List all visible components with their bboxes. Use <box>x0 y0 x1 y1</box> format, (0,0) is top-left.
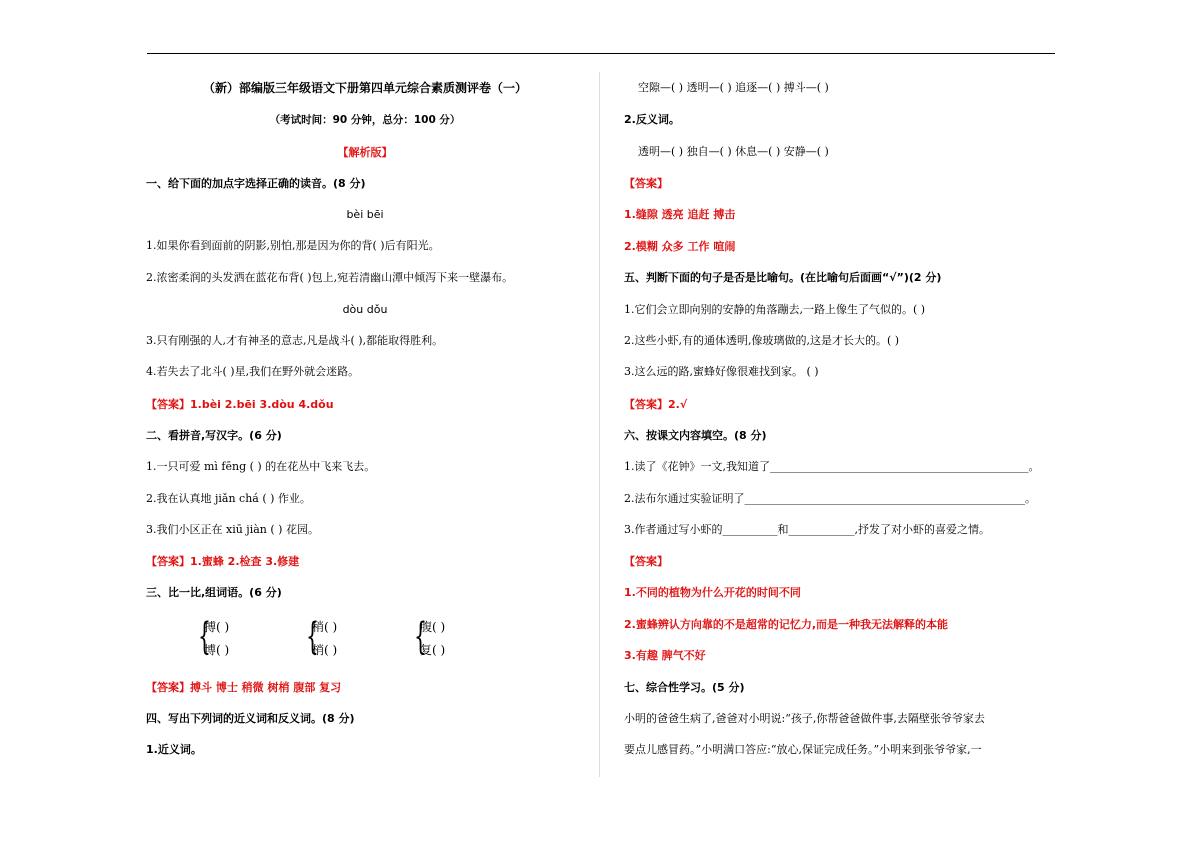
section-1-question-1: 1.如果你看到面前的阴影,别怕,那是因为你的背( )后有阳光。 <box>146 239 440 252</box>
section-5-question-3: 3.这么远的路,蜜蜂好像很难找到家。 ( ) <box>624 365 819 378</box>
section-3-heading: 三、比一比,组词语。(6 分) <box>146 586 282 599</box>
compare-pair <box>254 615 362 659</box>
section-6-question-1: 1.读了《花钟》一文,我知道了_______________________________________________。 <box>624 460 1040 473</box>
section-1-heading: 一、给下面的加点字选择正确的读音。(8 分) <box>146 177 366 190</box>
section-1-question-4: 4.若失去了北斗( )星,我们在野外就会迷路。 <box>146 365 360 378</box>
page-top-rule <box>147 53 1055 54</box>
section-2-heading: 二、看拼音,写汉字。(6 分) <box>146 429 282 442</box>
section-4-answer-2: 2.模糊 众多 工作 喧闹 <box>624 240 736 253</box>
section-2-question-2: 2.我在认真地 jiǎn chá ( ) 作业。 <box>146 492 311 505</box>
section-4-sub-1: 1.近义词。 <box>146 743 202 756</box>
section-2-question-1: 1.一只可爱 mì fēng ( ) 的在花丛中飞来飞去。 <box>146 460 376 473</box>
section-2-answer: 【答案】1.蜜蜂 2.检查 3.修建 <box>146 555 300 568</box>
pair-top-word: 腹( ) <box>420 620 446 634</box>
section-5-question-1: 1.它们会立即向别的安静的角落蹦去,一路上像生了气似的。( ) <box>624 303 926 316</box>
section-6-question-2: 2.法布尔通过实验证明了___________________________________________________。 <box>624 492 1036 505</box>
pair-top-word: 搏( ) <box>204 620 230 634</box>
compare-pairs <box>146 615 470 659</box>
section-6-answer-label: 【答案】 <box>624 555 668 568</box>
section-5-heading: 五、判断下面的句子是否是比喻句。(在比喻句后面画“√”)(2 分) <box>624 271 942 284</box>
section-1-question-2: 2.浓密柔润的头发洒在蓝花布背( )包上,宛若清幽山潭中倾泻下来一壁瀑布。 <box>146 271 514 284</box>
section-4-answer-1: 1.缝隙 透亮 追赶 搏击 <box>624 208 736 221</box>
synonym-row: 空隙—( ) 透明—( ) 追逐—( ) 搏斗—( ) <box>638 81 829 94</box>
brace-mark: { <box>414 615 427 658</box>
section-7-heading: 七、综合性学习。(5 分) <box>624 681 745 694</box>
section-1-question-3: 3.只有刚强的人,才有神圣的意志,凡是战斗( ),都能取得胜利。 <box>146 334 444 347</box>
section-4-sub-2: 2.反义词。 <box>624 113 680 126</box>
exam-title: （新）部编版三年级语文下册第四单元综合素质测评卷（一） <box>202 81 527 95</box>
section-2-question-3: 3.我们小区正在 xiū jiàn ( ) 花园。 <box>146 523 319 536</box>
brace-mark: { <box>198 615 211 658</box>
section-6-question-3: 3.作者通过写小虾的__________和____________,抒发了对小虾的喜爱之情。 <box>624 523 990 536</box>
pinyin-options-2: dòu dǒu <box>342 303 388 316</box>
exam-subtitle: （考试时间：90 分钟，总分：100 分） <box>269 114 461 126</box>
pair-top-word: 稍( ) <box>312 620 338 634</box>
edition-label: 【解析版】 <box>337 146 393 159</box>
section-6-heading: 六、按课文内容填空。(8 分) <box>624 429 767 442</box>
section-4-heading: 四、写出下列词的近义词和反义词。(8 分) <box>146 712 355 725</box>
section-6-answer-3: 3.有趣 脾气不好 <box>624 649 706 662</box>
section-5-question-2: 2.这些小虾,有的通体透明,像玻璃做的,这是才长大的。( ) <box>624 334 900 347</box>
pair-bottom-word: 博( ) <box>204 643 230 657</box>
section-5-answer: 【答案】2.√ <box>624 398 688 411</box>
pinyin-options-1: bèi bēi <box>346 208 384 221</box>
section-6-answer-1: 1.不同的植物为什么开花的时间不同 <box>624 586 801 599</box>
section-3-answer: 【答案】搏斗 博士 稍微 树梢 腹部 复习 <box>146 681 342 694</box>
compare-pair <box>362 615 470 659</box>
pair-bottom-word: 复( ) <box>420 643 446 657</box>
compare-pair <box>146 615 254 659</box>
section-7-paragraph-line-2: 要点儿感冒药。”小明满口答应:“放心,保证完成任务。”小明来到张爷爷家,一 <box>624 743 982 756</box>
section-6-answer-2: 2.蜜蜂辨认方向靠的不是超常的记忆力,而是一种我无法解释的本能 <box>624 618 949 631</box>
antonym-row: 透明—( ) 独自—( ) 休息—( ) 安静—( ) <box>638 145 829 158</box>
column-divider <box>599 72 600 777</box>
brace-mark: { <box>306 615 319 658</box>
section-4-answer-label: 【答案】 <box>624 177 668 190</box>
pair-bottom-word: 梢( ) <box>312 643 338 657</box>
section-1-answer: 【答案】1.bèi 2.bēi 3.dòu 4.dǒu <box>146 398 334 411</box>
section-7-paragraph-line-1: 小明的爸爸生病了,爸爸对小明说:“孩子,你帮爸爸做件事,去隔壁张爷爷家去 <box>624 712 985 725</box>
